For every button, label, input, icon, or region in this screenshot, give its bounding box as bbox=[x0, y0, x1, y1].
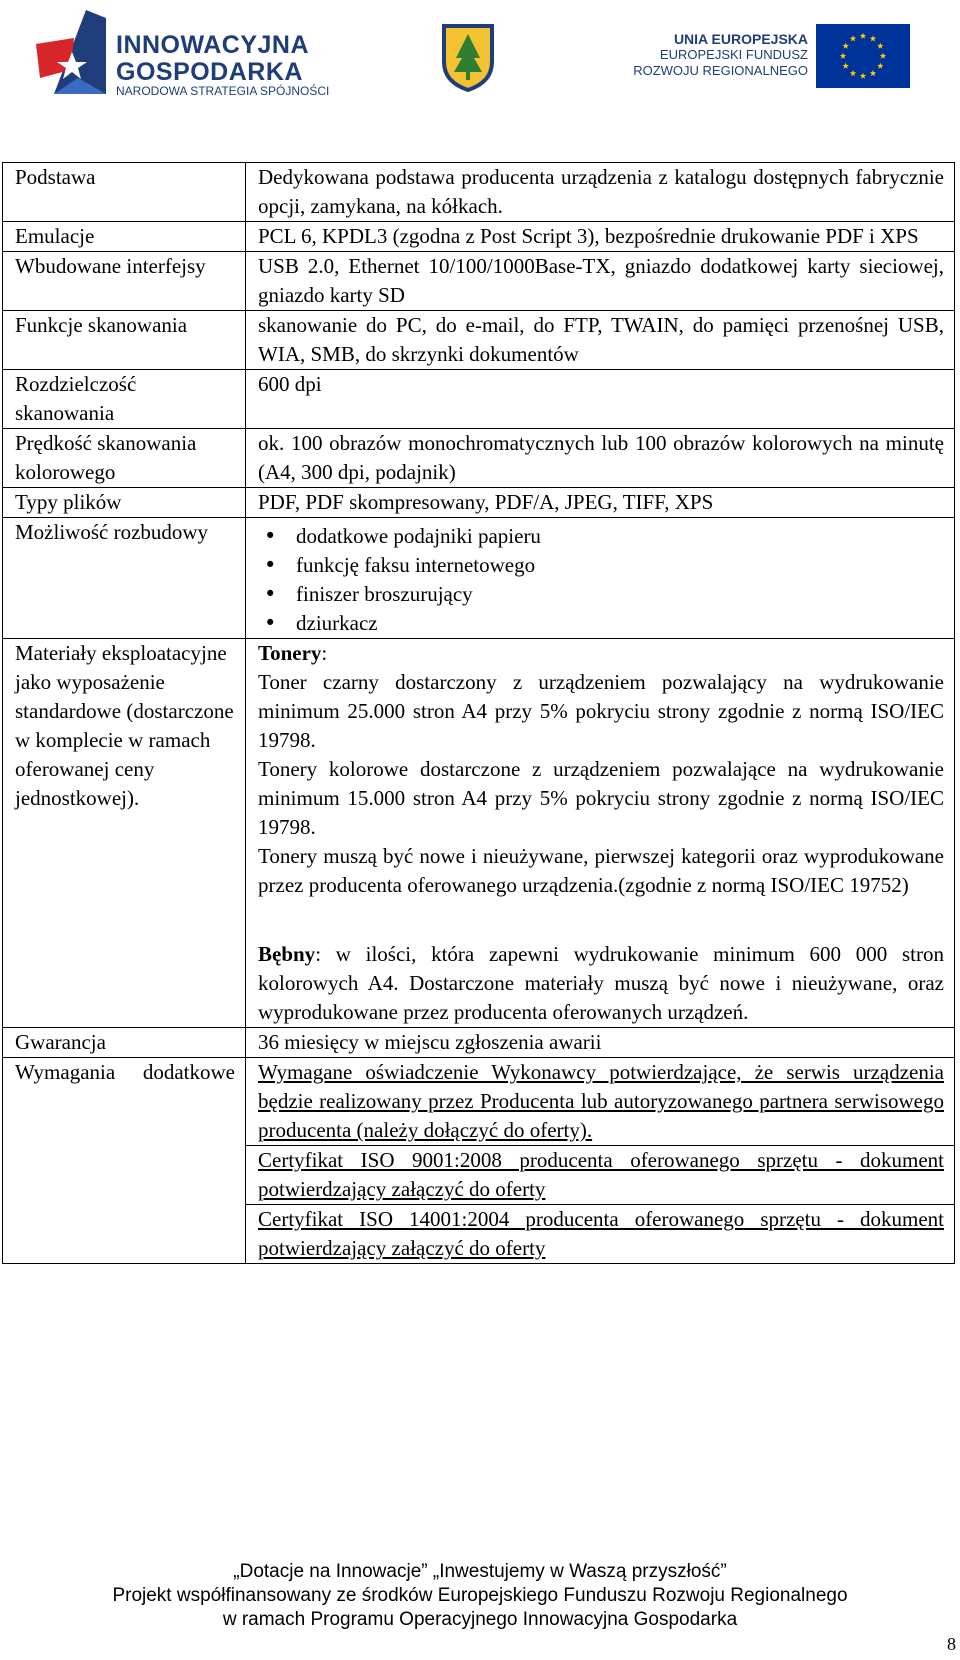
eu-line3: ROZWOJU REGIONALNEGO bbox=[633, 63, 808, 78]
page-number: 8 bbox=[947, 1634, 956, 1654]
row-label: Typy plików bbox=[3, 488, 246, 518]
row-label: Wbudowane interfejsy bbox=[3, 252, 246, 311]
table-row bbox=[3, 370, 955, 429]
list-item: • dodatkowe podajniki papieru bbox=[296, 522, 944, 551]
toner-heading bbox=[258, 639, 944, 668]
list-item: • dziurkacz bbox=[296, 609, 944, 638]
footer-line2: Projekt współfinansowany ze środków Europejskiego Funduszu Rozwoju Regionalnego bbox=[112, 1585, 848, 1606]
row-value bbox=[246, 639, 955, 1028]
table-row bbox=[3, 639, 955, 1028]
table-row bbox=[3, 488, 955, 518]
table-row bbox=[3, 518, 955, 639]
table-row bbox=[3, 1028, 955, 1058]
list-item: • finiszer broszurujący bbox=[296, 580, 944, 609]
innowacyjna-gospodarka-logo bbox=[34, 8, 364, 100]
table-row bbox=[3, 163, 955, 222]
row-label: Funkcje skanowania bbox=[3, 311, 246, 370]
row-label: Prędkość skanowania kolorowego bbox=[3, 429, 246, 488]
requirements-label: Wymagania dodatkowe bbox=[15, 1060, 235, 1084]
eu-flag-icon bbox=[816, 24, 910, 88]
requirement-3: Certyfikat ISO 14001:2004 producenta oferowanego sprzętu - dokument potwierdzający załączyć do oferty bbox=[246, 1205, 955, 1264]
toner-heading-bold: Tonery bbox=[258, 641, 322, 665]
table-row bbox=[3, 252, 955, 311]
requirement-1: Wymagane oświadczenie Wykonawcy potwierdzające, że serwis urządzenia będzie realizowany przez Producenta lub autoryzowanego partnera serwisowego producenta (należy dołączyć do oferty). bbox=[246, 1058, 955, 1146]
row-value bbox=[246, 518, 955, 639]
ig-logo-subtitle: NARODOWA STRATEGIA SPÓJNOŚCI bbox=[116, 84, 330, 98]
coat-of-arms-icon bbox=[440, 22, 496, 92]
list-item: • funkcję faksu internetowego bbox=[296, 551, 944, 580]
drums-text bbox=[258, 940, 944, 1027]
requirement-2: Certyfikat ISO 9001:2008 producenta oferowanego sprzętu - dokument potwierdzający załączyć do oferty bbox=[246, 1146, 955, 1205]
row-value: PDF, PDF skompresowany, PDF/A, JPEG, TIFF, XPS bbox=[246, 488, 955, 518]
eu-line2: EUROPEJSKI FUNDUSZ bbox=[659, 47, 808, 62]
row-label: Podstawa bbox=[3, 163, 246, 222]
table-row bbox=[3, 429, 955, 488]
row-value: PCL 6, KPDL3 (zgodna z Post Script 3), bezpośrednie drukowanie PDF i XPS bbox=[246, 222, 955, 252]
footer-line3: w ramach Programu Operacyjnego Innowacyjna Gospodarka bbox=[222, 1609, 738, 1630]
eu-logo bbox=[620, 24, 920, 94]
ig-logo-line1: INNOWACYJNA bbox=[116, 31, 310, 59]
row-label: Gwarancja bbox=[3, 1028, 246, 1058]
row-value: Dedykowana podstawa producenta urządzenia z katalogu dostępnych fabrycznie opcji, zamykana, na kółkach. bbox=[246, 163, 955, 222]
row-value: 600 dpi bbox=[246, 370, 955, 429]
row-label: Materiały eksploatacyjne jako wyposażenie standardowe (dostarczone w komplecie w ramach oferowanej ceny jednostkowej). bbox=[3, 639, 246, 1028]
spacer bbox=[258, 900, 944, 940]
row-label: Emulacje bbox=[3, 222, 246, 252]
row-label bbox=[3, 1058, 246, 1264]
eu-line1: UNIA EUROPEJSKA bbox=[673, 31, 808, 47]
ig-emblem-icon bbox=[34, 8, 114, 100]
row-label: Możliwość rozbudowy bbox=[3, 518, 246, 639]
page-footer bbox=[0, 1560, 960, 1632]
expansion-list bbox=[258, 522, 944, 638]
page-header bbox=[0, 0, 960, 110]
drums-body: : w ilości, która zapewni wydrukowanie minimum 600 000 stron kolorowych A4. Dostarczone materiały muszą być nowe i nieużywane, oraz wyprodukowane przez producenta oferowanych urządzeń. bbox=[258, 942, 944, 1024]
row-value: skanowanie do PC, do e-mail, do FTP, TWAIN, do pamięci przenośnej USB, WIA, SMB, do skrzynki dokumentów bbox=[246, 311, 955, 370]
table-row bbox=[3, 1058, 955, 1146]
specification-table bbox=[2, 162, 955, 1264]
ig-logo-line2: GOSPODARKA bbox=[116, 58, 303, 86]
toner-new-text: Tonery muszą być nowe i nieużywane, pierwszej kategorii oraz wyprodukowane przez producenta oferowanego urządzenia.(zgodnie z normą ISO/IEC 19752) bbox=[258, 844, 944, 897]
toner-color-text: Tonery kolorowe dostarczone z urządzeniem pozwalające na wydrukowanie minimum 15.000 stron A4 przy 5% pokryciu strony zgodnie z normą ISO/IEC 19798. bbox=[258, 757, 944, 839]
toner-heading-colon: : bbox=[321, 641, 328, 665]
row-label: Rozdzielczość skanowania bbox=[3, 370, 246, 429]
row-value: 36 miesięcy w miejscu zgłoszenia awarii bbox=[246, 1028, 955, 1058]
table-row bbox=[3, 222, 955, 252]
row-value: ok. 100 obrazów monochromatycznych lub 100 obrazów kolorowych na minutę (A4, 300 dpi, podajnik) bbox=[246, 429, 955, 488]
toner-black-text: Toner czarny dostarczony z urządzeniem pozwalający na wydrukowanie minimum 25.000 stron A4 przy 5% pokryciu strony zgodnie z normą ISO/IEC 19798. bbox=[258, 670, 944, 752]
footer-line1: „Dotacje na Innowacje” „Inwestujemy w Waszą przyszłość” bbox=[233, 1561, 727, 1582]
table-row bbox=[3, 311, 955, 370]
row-value: USB 2.0, Ethernet 10/100/1000Base-TX, gniazdo dodatkowej karty sieciowej, gniazdo karty SD bbox=[246, 252, 955, 311]
drums-heading: Bębny bbox=[258, 942, 316, 966]
